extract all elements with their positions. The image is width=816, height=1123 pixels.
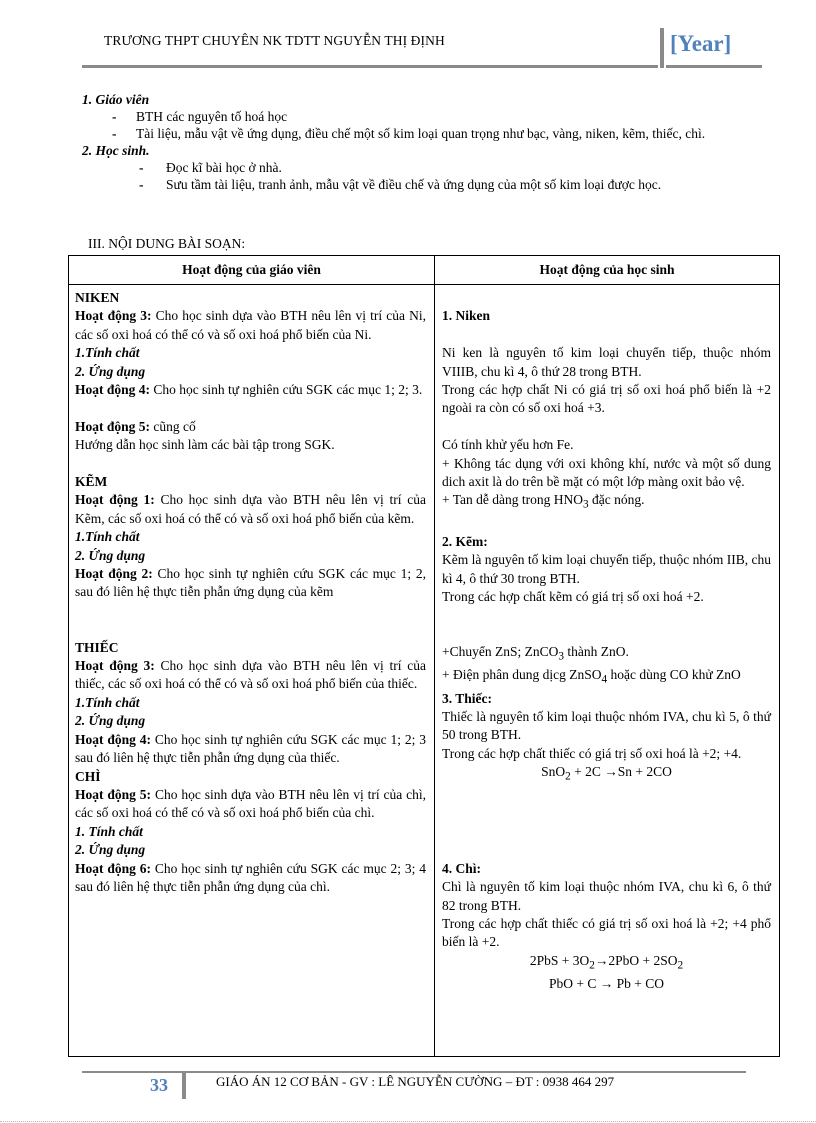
thiec-tinh-chat: 1.Tính chất	[75, 694, 140, 710]
list-item: - Đọc kĩ bài học ở nhà.	[82, 159, 772, 176]
list-item: - Tài liệu, mẫu vật về ứng dụng, điều chế một số kim loại quan trọng như bạc, vàng, niken, kẽm, thiếc, chì.	[82, 125, 772, 142]
niken-oxidation: Trong các hợp chất Ni có giá trị số oxi hoá phổ biến là +2 ngoài ra còn có số oxi hoá +3.	[442, 382, 771, 416]
niken-passive: + Không tác dụng với oxi không khí, nước và một số dung dich axit là do trên bề mặt có một lớp màng oxit bảo vệ.	[442, 455, 771, 490]
student-column-header: Hoạt động của học sinh	[435, 256, 780, 285]
niken-title: NIKEN	[75, 290, 120, 305]
kem-hd1: Hoạt động 1: Cho học sinh dựa vào BTH nêu lên vị trí của Kẽm, các số oxi hoá có thể có và số oxi hoá phổ biến của kẽm.	[75, 492, 426, 526]
kem-ung-dung: 2. Ứng dụng	[75, 547, 146, 563]
thiec-hd3: Hoạt động 3: Cho học sinh dựa vào BTH nêu lên vị trí của thiếc, các số oxi hoá có thể có và số oxi hoá phổ biến của thiếc.	[75, 658, 426, 692]
niken-hd4: Hoạt động 4: Cho học sinh tự nghiên cứu SGK các mục 1; 2; 3.	[75, 382, 423, 398]
kem-convert: +Chuyển ZnS; ZnCO$_3$ thành ZnO.	[442, 644, 629, 663]
chi-title: CHÌ	[75, 768, 101, 784]
chi-equation-2: PbO + C → Pb + CO	[548, 975, 665, 991]
kem-electrolysis: + Điện phân dung dịcg ZnSO$_4$ hoặc dùng CO khử ZnO	[442, 667, 741, 687]
thiec-ung-dung: 2. Ứng dụng	[75, 713, 146, 729]
student-heading: 2. Học sinh.	[82, 143, 150, 158]
niken-ung-dung: 2. Ứng dụng	[75, 363, 146, 379]
teacher-list	[82, 108, 772, 142]
list-item: - Sưu tầm tài liệu, tranh ảnh, mẫu vật về điều chế và ứng dụng của một số kim loại được học.	[82, 176, 772, 193]
teacher-heading: 1. Giáo viên	[82, 92, 150, 107]
arrow-icon: →	[594, 952, 609, 968]
footer-divider	[182, 1073, 186, 1099]
page-number: 33	[150, 1075, 168, 1095]
chi-ung-dung: 2. Ứng dụng	[75, 842, 146, 858]
chi-desc: Chì là nguyên tố kim loại thuộc nhóm IVA, chu kì 6, ô thứ 82 trong BTH.	[442, 879, 771, 913]
kem-title: KẼM	[75, 474, 108, 490]
teacher-column-header: Hoạt động của giáo viên	[69, 256, 435, 285]
niken-reducing: Có tính khử yếu hơn Fe.	[442, 437, 574, 453]
arrow-icon: →	[604, 764, 618, 780]
activity-table	[68, 255, 780, 1057]
preparation-section	[82, 91, 772, 193]
chi-hd6: Hoạt động 6: Cho học sinh tự nghiên cứu SGK các mục 2; 3; 4 sau đó liên hệ thực tiễn phẫn ứng dụng của chì.	[75, 860, 426, 894]
chi-tinh-chat: 1. Tính chất	[75, 823, 143, 839]
list-item: - BTH các nguyên tố hoá học	[82, 108, 772, 125]
niken-hno3: + Tan dễ dàng trong $HNO_3$ đặc nóng.	[442, 492, 645, 512]
thiec-equation: SnO$_2$ + 2C →Sn + 2CO	[541, 764, 672, 783]
chi-equation-1: $2PbS + 3O_2\to 2PbO + 2SO_2$	[529, 952, 684, 972]
chi-hd5: Hoạt động 5: Cho học sinh dựa vào BTH nêu lên vị trí của chì, các số oxi hoá có thể có và số oxi hoá phổ biến của chì.	[75, 786, 426, 821]
header-divider	[660, 28, 664, 68]
thiec-student-title: 3. Thiếc:	[442, 690, 492, 706]
page-break-line	[0, 1121, 816, 1122]
footer-text: GIÁO ÁN 12 CƠ BẢN - GV : LÊ NGUYỄN CƯỜNG – ĐT : 0938 464 297	[216, 1074, 615, 1089]
teacher-activities	[69, 285, 435, 1057]
school-name: TRƯƠNG THPT CHUYÊN NK TDTT NGUYỄN THỊ ĐỊNH	[104, 33, 445, 48]
kem-student-title: 2. Kẽm:	[442, 533, 488, 549]
chi-oxidation: Trong các hợp chất thiếc có giá trị số oxi hoá là +2; +4 phổ biến là +2.	[442, 916, 771, 950]
niken-hd5-guide: Hướng dẫn học sinh làm các bài tập trong SGK.	[75, 437, 335, 453]
kem-oxidation: Trong các hợp chất kẽm có giá trị số oxi hoá +2.	[442, 589, 704, 605]
header-year: [Year]	[670, 31, 732, 56]
thiec-title: THIẾC	[75, 639, 119, 655]
kem-tinh-chat: 1.Tính chất	[75, 529, 140, 545]
niken-hd5: Hoạt động 5: cũng cố	[75, 418, 196, 434]
chi-student-title: 4. Chì:	[442, 860, 482, 876]
student-activities	[435, 285, 780, 1057]
niken-hd3: Hoạt động 3: Cho học sinh dựa vào BTH nêu lên vị trí của Ni, các số oxi hoá có thể có và số oxi hoá phổ biến của Ni.	[75, 308, 426, 342]
thiec-oxidation: Trong các hợp chất thiếc có giá trị số oxi hoá là +2; +4.	[442, 745, 742, 761]
arrow-icon: →	[599, 975, 614, 991]
niken-tinh-chat: 1.Tính chất	[75, 345, 140, 361]
student-list	[82, 159, 772, 193]
header-rule	[82, 65, 658, 68]
section-title: III. NỘI DUNG BÀI SOẠN:	[88, 236, 246, 251]
kem-hd2: Hoạt động 2: Cho học sinh tự nghiên cứu SGK các mục 1; 2, sau đó liên hệ thực tiễn phẫn ứng dụng của kẽm	[75, 566, 426, 600]
niken-desc: Ni ken là nguyên tố kim loại chuyển tiếp, thuộc nhóm VIIIB, chu kì 4, ô thứ 28 trong BTH.	[442, 345, 771, 379]
niken-student-title: 1. Niken	[442, 308, 491, 324]
thiec-desc: Thiếc là nguyên tố kim loại thuộc nhóm IVA, chu kì 5, ô thứ 50 trong BTH.	[442, 708, 771, 743]
kem-desc: Kẽm là nguyên tố kim loại chuyển tiếp, thuộc nhóm IIB, chu kì 4, ô thứ 30 trong BTH.	[442, 552, 771, 586]
thiec-hd4: Hoạt động 4: Cho học sinh tự nghiên cứu SGK các mục 1; 2; 3 sau đó liên hệ thực tiễn phẫn ứng dụng của thiếc.	[75, 731, 426, 766]
header-rule-right	[666, 65, 762, 68]
